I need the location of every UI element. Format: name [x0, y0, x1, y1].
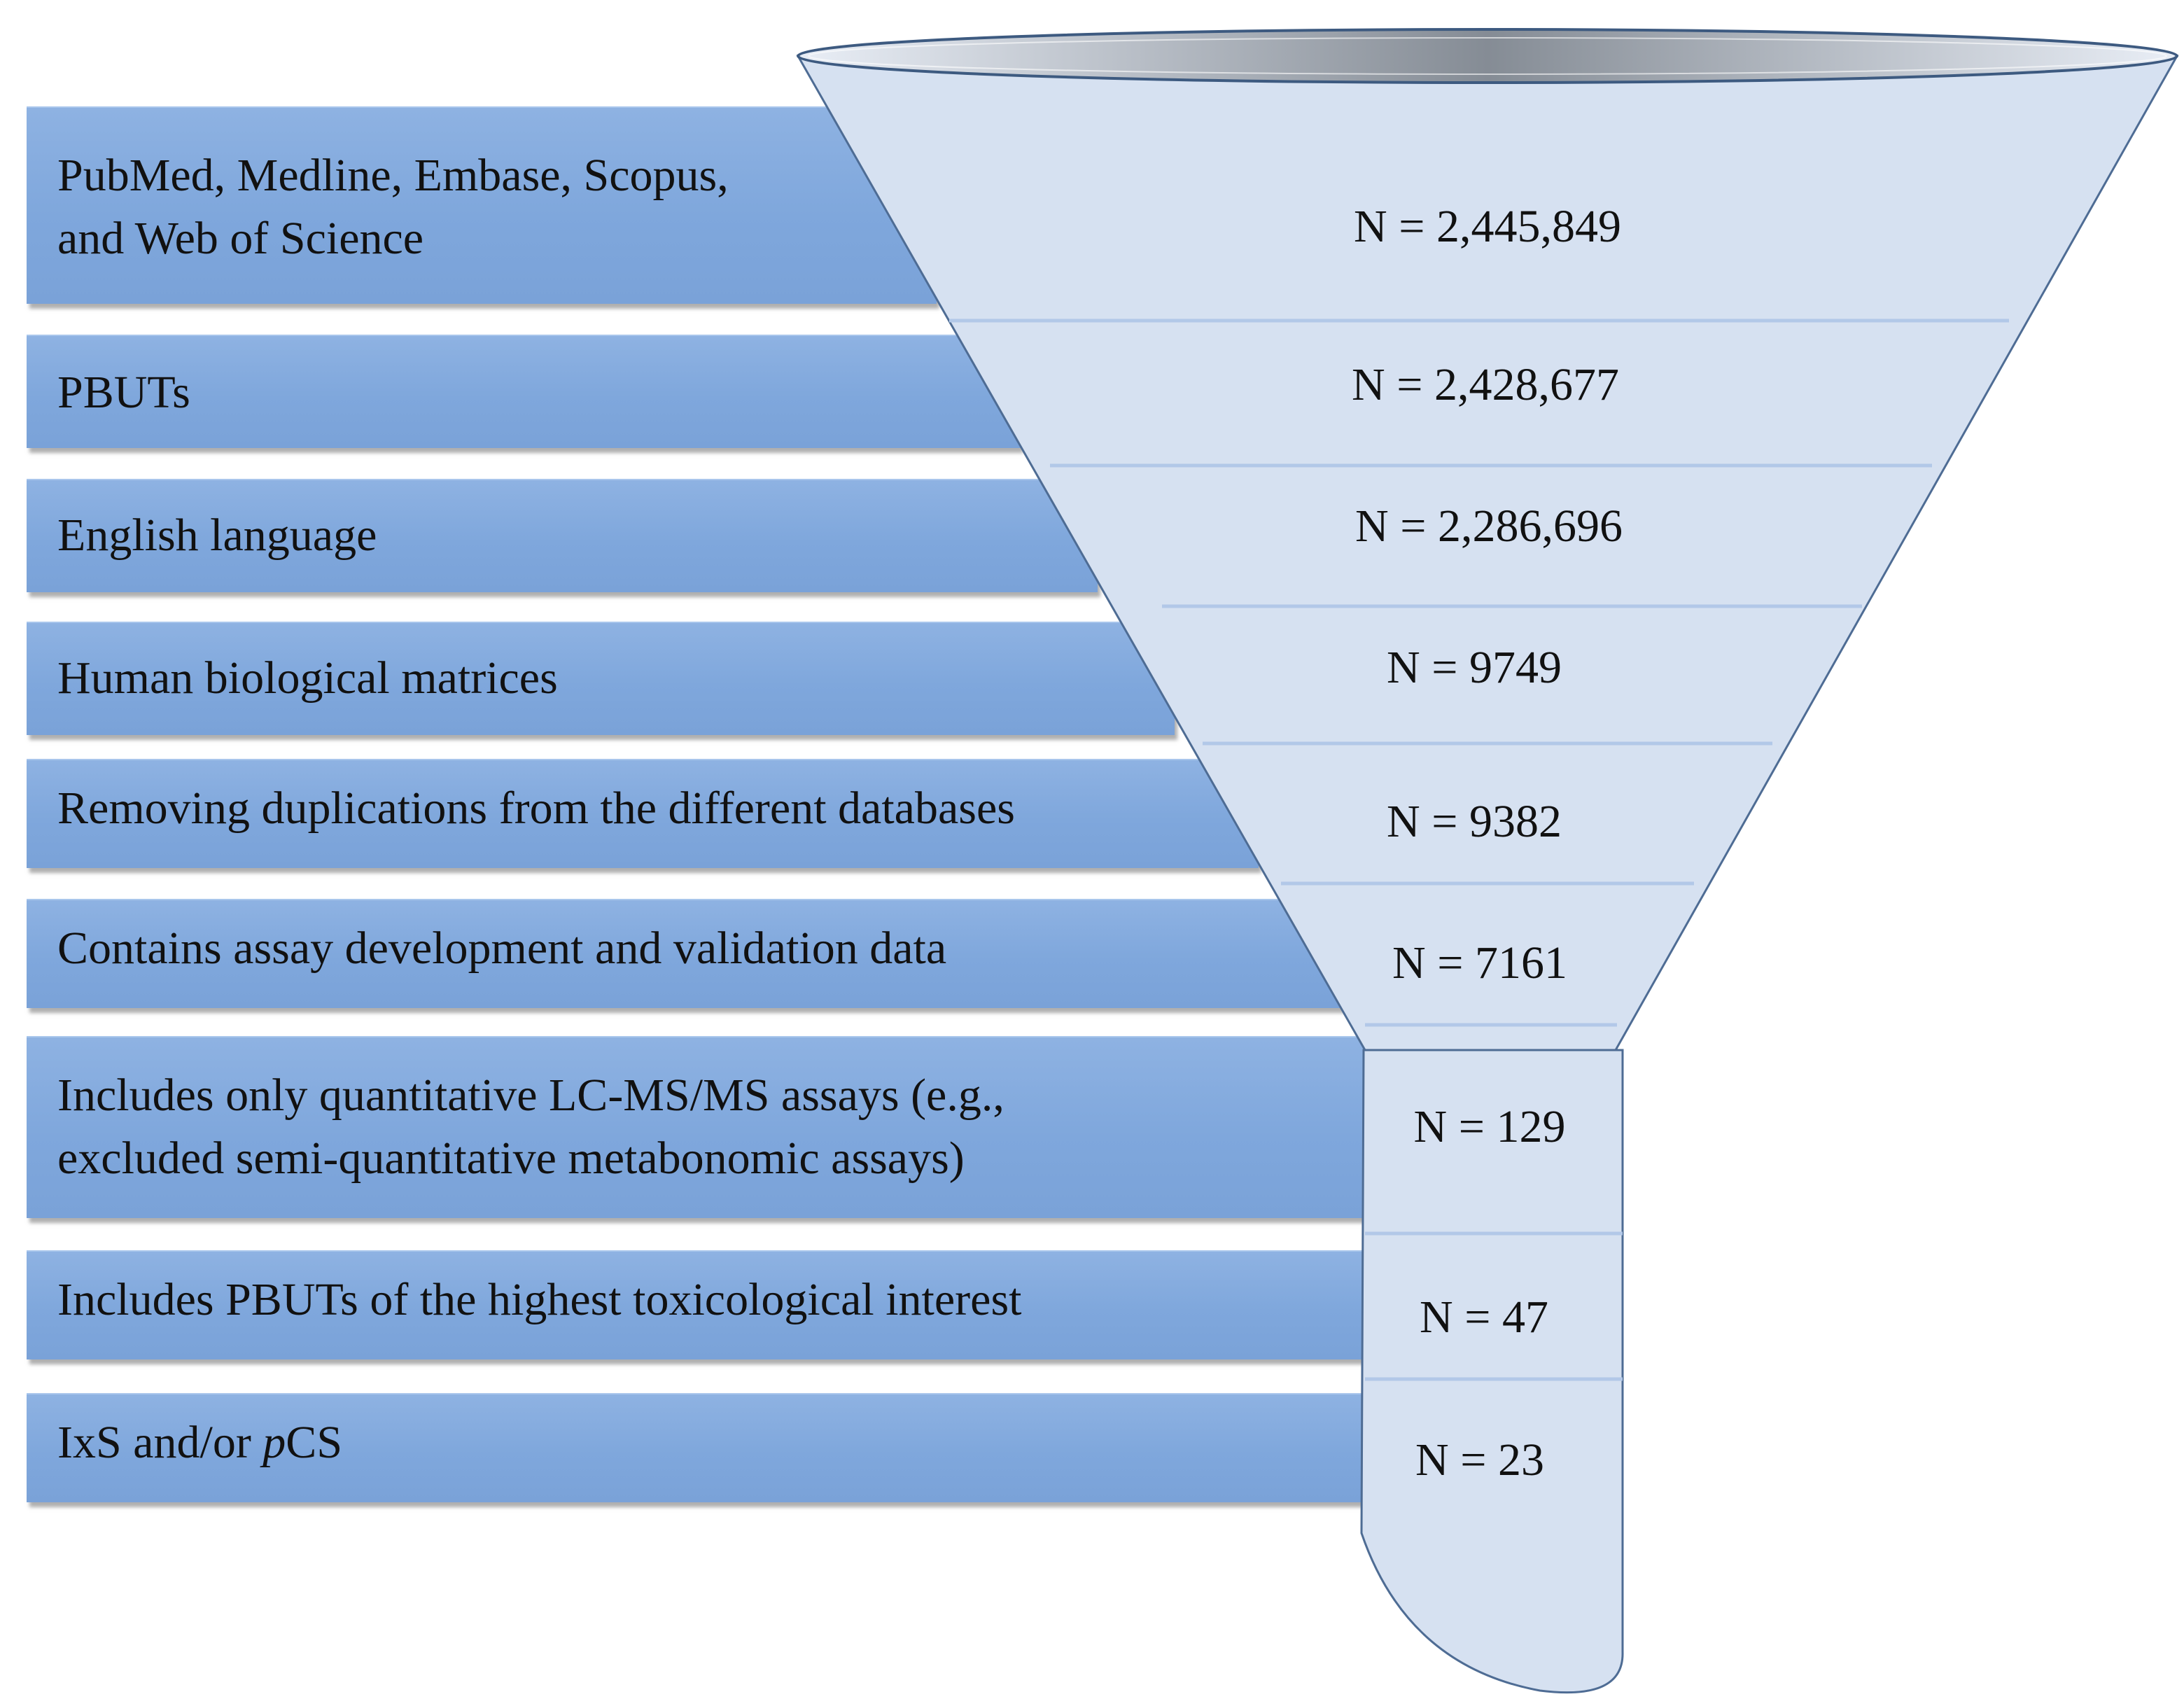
count-6: N = 7161 — [1392, 937, 1567, 988]
count-2: N = 2,428,677 — [1352, 359, 1619, 410]
count-1: N = 2,445,849 — [1354, 201, 1621, 252]
filter-label-1: PubMed, Medline, Embase, Scopus, and Web of Science — [57, 150, 729, 264]
filter-label-9-italic: p — [262, 1417, 286, 1468]
filter-label-7: Includes only quantitative LC-MS/MS assays (e.g., excluded semi-quantitative metabonomic assays) — [57, 1070, 1004, 1184]
count-7: N = 129 — [1413, 1101, 1566, 1152]
count-8: N = 47 — [1420, 1292, 1548, 1343]
filter-label-9: IxS and/or pCS — [57, 1417, 343, 1468]
count-9: N = 23 — [1415, 1434, 1544, 1485]
filter-label-3: English language — [57, 510, 377, 561]
filter-label-4: Human biological matrices — [57, 652, 558, 704]
count-3: N = 2,286,696 — [1355, 501, 1623, 552]
count-5: N = 9382 — [1387, 796, 1562, 847]
filter-label-5: Removing duplications from the different databases — [57, 783, 1015, 834]
filter-label-2: PBUTs — [57, 367, 190, 418]
count-4: N = 9749 — [1387, 642, 1562, 693]
filter-label-6: Contains assay development and validation data — [57, 923, 947, 974]
filter-label-8: Includes PBUTs of the highest toxicological interest — [57, 1274, 1022, 1325]
